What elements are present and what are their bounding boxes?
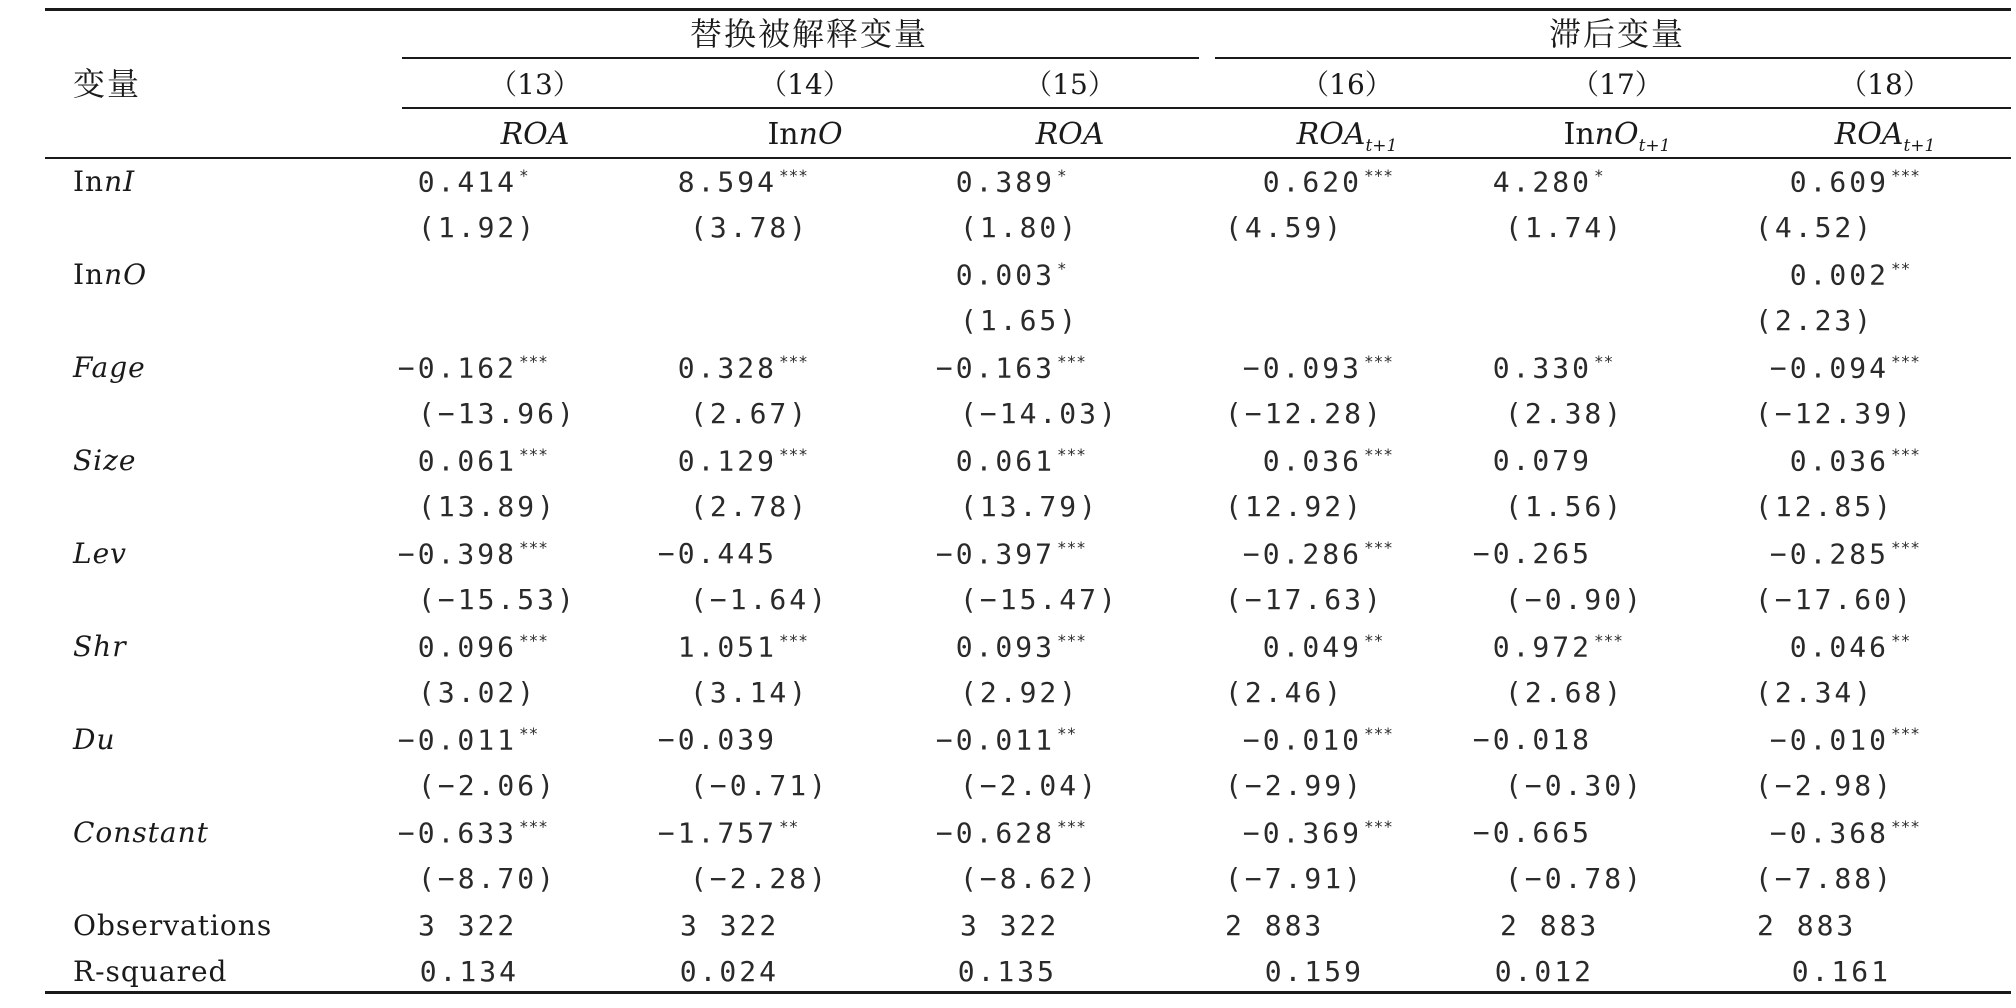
t-stat-cell: (−2.06) xyxy=(418,769,558,802)
row-variable-name: Shr xyxy=(73,630,127,663)
coefficient-cell: −0.011 ** xyxy=(935,723,1077,757)
footer-value: 2 883 xyxy=(1500,909,1600,942)
column-number: （13） xyxy=(489,68,581,101)
coefficient-cell: 0.036 *** xyxy=(1262,444,1393,478)
coefficient-cell: 0.972 *** xyxy=(1492,630,1623,664)
footer-value: 0.134 xyxy=(419,955,519,988)
t-stat-cell: (1.92) xyxy=(418,211,538,244)
colnum-underline xyxy=(402,107,2011,109)
t-stat-cell: (2.78) xyxy=(690,490,810,523)
coefficient-cell: −0.265 xyxy=(1472,537,1592,570)
coefficient-cell: −0.094 *** xyxy=(1769,351,1920,385)
t-stat-cell: (−12.39) xyxy=(1755,397,1914,430)
coefficient-cell: 0.330 ** xyxy=(1492,351,1614,385)
coefficient-cell: −0.010 *** xyxy=(1242,723,1393,757)
coefficient-cell: −0.445 xyxy=(657,537,777,570)
coefficient-cell: 0.003 * xyxy=(955,258,1067,292)
dependent-variable: $ROA_{t+1}$ xyxy=(1296,117,1398,156)
row-variable-name: Lev xyxy=(73,537,127,570)
t-stat-cell: (−14.03) xyxy=(960,397,1119,430)
t-stat-cell: (1.80) xyxy=(960,211,1080,244)
coefficient-cell: −0.010 *** xyxy=(1769,723,1920,757)
coefficient-cell: −0.398 *** xyxy=(397,537,548,571)
coefficient-cell: −0.368 *** xyxy=(1769,816,1920,850)
coefficient-cell: 0.079 xyxy=(1492,444,1592,477)
coefficient-cell: 0.061 *** xyxy=(417,444,548,478)
footer-row-name: R-squared xyxy=(73,955,228,988)
t-stat-cell: (−8.70) xyxy=(418,862,558,895)
t-stat-cell: (−2.99) xyxy=(1225,769,1365,802)
coefficient-cell: −0.018 xyxy=(1472,723,1592,756)
coefficient-cell: 0.002 ** xyxy=(1789,258,1911,292)
coefficient-cell: −0.039 xyxy=(657,723,777,756)
row-variable-name: Fage xyxy=(73,351,146,384)
t-stat-cell: (−17.63) xyxy=(1225,583,1384,616)
bottom-rule xyxy=(45,991,2011,994)
coefficient-cell: 0.328 *** xyxy=(677,351,808,385)
t-stat-cell: (2.67) xyxy=(690,397,810,430)
t-stat-cell: (12.92) xyxy=(1225,490,1365,523)
coefficient-cell: −0.286 *** xyxy=(1242,537,1393,571)
coefficient-cell: 0.093 *** xyxy=(955,630,1086,664)
footer-value: 0.024 xyxy=(679,955,779,988)
row-variable-name: InnO xyxy=(73,258,148,291)
t-stat-cell: (−2.04) xyxy=(960,769,1100,802)
footer-value: 0.012 xyxy=(1494,955,1594,988)
group2-header: 滞后变量 xyxy=(1549,15,1686,53)
t-stat-cell: (−17.60) xyxy=(1755,583,1914,616)
row-variable-name: InnI xyxy=(73,165,136,198)
footer-value: 3 322 xyxy=(418,909,518,942)
coefficient-cell: 0.620 *** xyxy=(1262,165,1393,199)
column-number: （17） xyxy=(1571,68,1663,101)
column-number: （18） xyxy=(1839,68,1931,101)
footer-value: 3 322 xyxy=(960,909,1060,942)
column-number: （15） xyxy=(1024,68,1116,101)
column-number: （14） xyxy=(759,68,851,101)
t-stat-cell: (−12.28) xyxy=(1225,397,1384,430)
coefficient-cell: −0.162 *** xyxy=(397,351,548,385)
coefficient-cell: 0.036 *** xyxy=(1789,444,1920,478)
t-stat-cell: (13.89) xyxy=(418,490,558,523)
dependent-variable: ROA xyxy=(500,117,570,152)
variable-header: 变量 xyxy=(73,65,142,103)
t-stat-cell: (−0.71) xyxy=(690,769,830,802)
coefficient-cell: 4.280 * xyxy=(1492,165,1604,199)
coefficient-cell: −1.757 ** xyxy=(657,816,799,850)
t-stat-cell: (−8.62) xyxy=(960,862,1100,895)
t-stat-cell: (4.59) xyxy=(1225,211,1345,244)
row-variable-name: Du xyxy=(73,723,116,756)
t-stat-cell: (−15.47) xyxy=(960,583,1119,616)
coefficient-cell: 0.389 * xyxy=(955,165,1067,199)
t-stat-cell: (−7.91) xyxy=(1225,862,1365,895)
coefficient-cell: 0.049 ** xyxy=(1262,630,1384,664)
t-stat-cell: (4.52) xyxy=(1755,211,1875,244)
t-stat-cell: (2.92) xyxy=(960,676,1080,709)
t-stat-cell: (3.02) xyxy=(418,676,538,709)
coefficient-cell: 0.096 *** xyxy=(417,630,548,664)
coefficient-cell: −0.093 *** xyxy=(1242,351,1393,385)
t-stat-cell: (2.46) xyxy=(1225,676,1345,709)
row-variable-name: Size xyxy=(73,444,137,477)
t-stat-cell: (−0.90) xyxy=(1505,583,1645,616)
coefficient-cell: 0.414 * xyxy=(417,165,529,199)
footer-value: 3 322 xyxy=(680,909,780,942)
coefficient-cell: 0.129 *** xyxy=(677,444,808,478)
footer-value: 0.161 xyxy=(1791,955,1891,988)
coefficient-cell: 0.061 *** xyxy=(955,444,1086,478)
coefficient-cell: 0.609 *** xyxy=(1789,165,1920,199)
column-number: （16） xyxy=(1301,68,1393,101)
t-stat-cell: (3.14) xyxy=(690,676,810,709)
header-bottom-rule xyxy=(45,157,2011,159)
coefficient-cell: 0.046 ** xyxy=(1789,630,1911,664)
t-stat-cell: (1.65) xyxy=(960,304,1080,337)
coefficient-cell: −0.628 *** xyxy=(935,816,1086,850)
t-stat-cell: (−13.96) xyxy=(418,397,577,430)
footer-row-name: Observations xyxy=(73,909,273,942)
dependent-variable: ROA xyxy=(1035,117,1105,152)
footer-value: 2 883 xyxy=(1757,909,1857,942)
t-stat-cell: (1.56) xyxy=(1505,490,1625,523)
coefficient-cell: −0.633 *** xyxy=(397,816,548,850)
t-stat-cell: (2.23) xyxy=(1755,304,1875,337)
t-stat-cell: (−2.28) xyxy=(690,862,830,895)
t-stat-cell: (−7.88) xyxy=(1755,862,1895,895)
dependent-variable: $ROA_{t+1}$ xyxy=(1834,117,1936,156)
t-stat-cell: (12.85) xyxy=(1755,490,1895,523)
top-rule xyxy=(45,8,2011,11)
footer-value: 2 883 xyxy=(1225,909,1325,942)
t-stat-cell: (−2.98) xyxy=(1755,769,1895,802)
coefficient-cell: −0.665 xyxy=(1472,816,1592,849)
t-stat-cell: (−15.53) xyxy=(418,583,577,616)
footer-value: 0.135 xyxy=(957,955,1057,988)
t-stat-cell: (−0.30) xyxy=(1505,769,1645,802)
t-stat-cell: (2.38) xyxy=(1505,397,1625,430)
footer-value: 0.159 xyxy=(1264,955,1364,988)
t-stat-cell: (−0.78) xyxy=(1505,862,1645,895)
coefficient-cell: −0.285 *** xyxy=(1769,537,1920,571)
coefficient-cell: −0.397 *** xyxy=(935,537,1086,571)
t-stat-cell: (3.78) xyxy=(690,211,810,244)
t-stat-cell: (−1.64) xyxy=(690,583,830,616)
group2-underline xyxy=(1215,57,2011,59)
row-variable-name: Constant xyxy=(73,816,209,849)
group1-header: 替换被解释变量 xyxy=(690,15,929,53)
t-stat-cell: (2.68) xyxy=(1505,676,1625,709)
coefficient-cell: 8.594 *** xyxy=(677,165,808,199)
dependent-variable: InnO xyxy=(767,117,843,152)
t-stat-cell: (2.34) xyxy=(1755,676,1875,709)
t-stat-cell: (1.74) xyxy=(1505,211,1625,244)
dependent-variable: InnO$_{t+1}$ xyxy=(1563,117,1671,156)
coefficient-cell: −0.163 *** xyxy=(935,351,1086,385)
coefficient-cell: −0.011 ** xyxy=(397,723,539,757)
group1-underline xyxy=(402,57,1199,59)
coefficient-cell: −0.369 *** xyxy=(1242,816,1393,850)
coefficient-cell: 1.051 *** xyxy=(677,630,808,664)
t-stat-cell: (13.79) xyxy=(960,490,1100,523)
